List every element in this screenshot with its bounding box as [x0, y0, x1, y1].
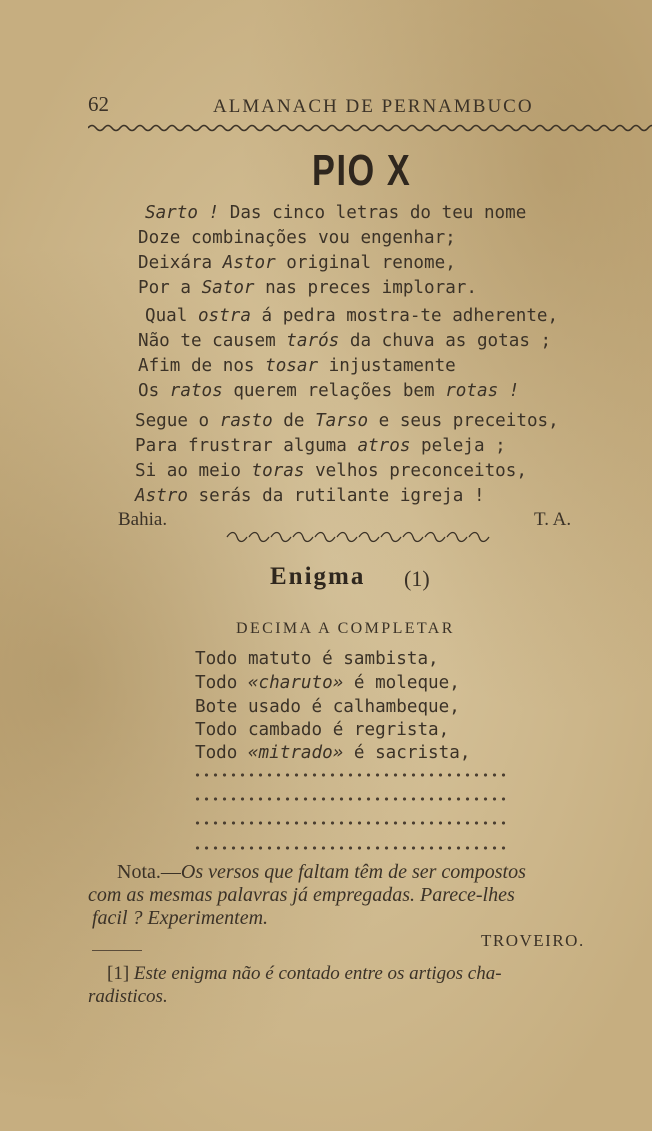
- stanza1-line2: Doze combinações vou engenhar;: [138, 228, 456, 248]
- enigma-line2: Todo «charuto» é moleque,: [195, 673, 460, 693]
- stanza1-line1: Sarto ! Das cinco letras do teu nome: [145, 203, 527, 223]
- signoff-initials: T. A.: [534, 509, 572, 530]
- enigma-footnote-mark: (1): [404, 566, 430, 591]
- poem-title: PIO X: [312, 146, 412, 195]
- stanza3-line3: Si ao meio toras velhos preconceitos,: [135, 461, 527, 481]
- enigma-line3: Bote usado é calhambeque,: [195, 697, 460, 717]
- footnote-rule: [92, 950, 142, 951]
- enigma-subtitle: DECIMA A COMPLETAR: [236, 620, 455, 637]
- wavy-rule: [88, 120, 652, 136]
- signoff-place: Bahia.: [118, 509, 168, 530]
- stanza3-line2: Para frustrar alguma atros peleja ;: [135, 436, 506, 456]
- stanza2-line2: Não te causem tarós da chuva as gotas ;: [138, 331, 552, 351]
- stanza3-line1: Segue o rasto de Tarso e seus preceitos,: [135, 411, 559, 431]
- note-line2: com as mesmas palavras já empregadas. Parece-lhes: [88, 884, 515, 906]
- note-line3: facil ? Experimentem.: [92, 907, 269, 929]
- stanza3-line4: Astro serás da rutilante igreja !: [135, 486, 485, 506]
- note-line1: Nota.—Os versos que faltam têm de ser compostos: [117, 861, 526, 883]
- footnote-line2: radisticos.: [88, 986, 168, 1007]
- enigma-title: Enigma: [270, 563, 366, 590]
- stanza1-line4: Por a Sator nas preces implorar.: [138, 278, 477, 298]
- stanza2-line1: Qual ostra á pedra mostra-te adherente,: [145, 306, 559, 326]
- missing-verse-dots-1: [193, 772, 508, 778]
- stanza2-line4: Os ratos querem relações bem rotas !: [138, 381, 520, 401]
- missing-verse-dots-4: [193, 845, 508, 851]
- stanza2-line3: Afim de nos tosar injustamente: [138, 356, 456, 376]
- running-title: ALMANACH DE PERNAMBUCO: [213, 96, 534, 117]
- footnote-line1: [1] Este enigma não é contado entre os artigos cha-: [107, 963, 502, 984]
- enigma-line1: Todo matuto é sambista,: [195, 649, 439, 669]
- missing-verse-dots-2: [193, 796, 508, 802]
- enigma-line5: Todo «mitrado» é sacrista,: [195, 743, 471, 763]
- missing-verse-dots-3: [193, 820, 508, 826]
- enigma-line4: Todo cambado é regrista,: [195, 720, 450, 740]
- ornament-divider: [225, 530, 490, 544]
- author-signature: TROVEIRO.: [481, 931, 585, 950]
- page-number: 62: [88, 92, 109, 116]
- stanza1-line3: Deixára Astor original renome,: [138, 253, 456, 273]
